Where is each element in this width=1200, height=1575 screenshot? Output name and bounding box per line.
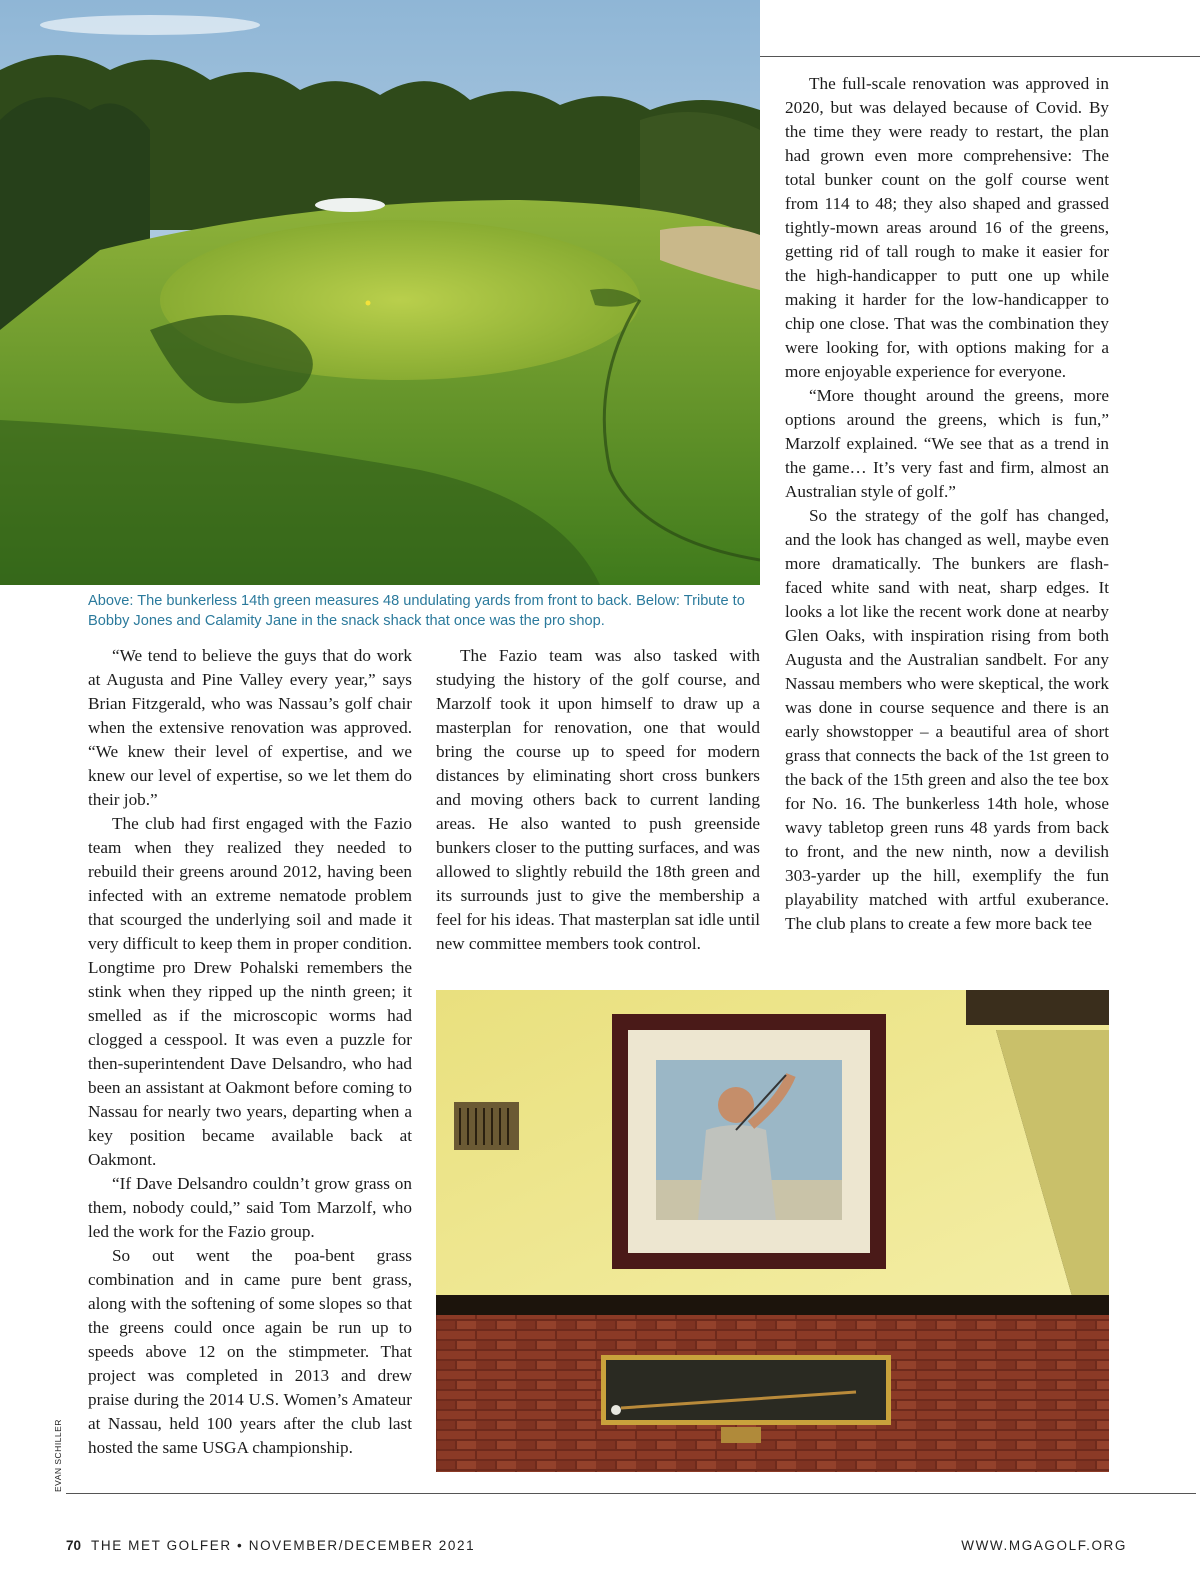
golf-green-photo	[0, 0, 760, 585]
page-number: 70	[66, 1538, 82, 1553]
paragraph: The full-scale renovation was approved in 2020, but was delayed because of Covid. By the time they were ready to restart, the plan had grown even more comprehensive: The total bunker count on the golf course went from 114 to 48; they also shaped and grassed tightly-mown areas around 16 of the greens, getting rid of tall rough to make it easier for the high-handicapper to putt one up while making it harder for the low-handicapper to chip one close. That was the combination they were looking for, with options making for a more enjoyable experience for everyone.	[785, 74, 1109, 381]
footer-rule	[66, 1493, 1196, 1494]
top-rule	[760, 56, 1200, 57]
paragraph: The club had first engaged with the Fazio team when they realized they needed to rebuild their greens around 2012, having been infected with an extreme nematode problem that scourged the underlying soil and made it very difficult to keep them in proper condition. Longtime pro Drew Pohalski remembers the stink when they ripped up the ninth green; it smelled as if the microscopic worms had clogged a cesspool. It was even a puzzle for then-superintendent Dave Delsandro, who had been an assistant at Oakmont before coming to Nassau for nearly two years, departing when a key position became available back at Oakmont.	[88, 814, 412, 1169]
paragraph: “If Dave Delsandro couldn’t grow grass on them, nobody could,” said Tom Marzolf, who led the work for the Fazio group.	[88, 1174, 412, 1241]
paragraph: “More thought around the greens, more options around the greens, which is fun,” Marzolf explained. “We see that as a trend in the game… It’s very fast and firm, almost an Australian style of golf.”	[785, 386, 1109, 501]
bobby-jones-tribute-photo	[436, 990, 1109, 1472]
paragraph: “We tend to believe the guys that do work at Augusta and Pine Valley every year,” says Brian Fitzgerald, who was Nassau’s golf chair when the extensive renovation was approved. “We knew their level of expertise, and we knew our level of expertise, so we let them do their job.”	[88, 646, 412, 809]
footer-left	[66, 1538, 475, 1553]
paragraph: So out went the poa-bent grass combination and in came pure bent grass, along with the softening of some slopes so that the greens could once again be run up to speeds above 12 on the stimpmeter. That project was completed in 2013 and drew praise during the 2014 U.S. Women’s Amateur at Nassau, held 100 years after the club last hosted the same USGA championship.	[88, 1246, 412, 1457]
text-column-3	[785, 72, 1109, 936]
paragraph: The Fazio team was also tasked with studying the history of the golf course, and Marzolf took it upon himself to draw up a masterplan for renovation, one that would bring the course up to speed for modern distances by eliminating short cross bunkers and moving others back to current landing areas. He also wanted to push greenside bunkers closer to the putting surfaces, and was allowed to slightly rebuild the 18th green and its surrounds just to give the membership a feel for his ideas. That masterplan sat idle until new committee members took control.	[436, 646, 760, 953]
photo-caption: Above: The bunkerless 14th green measures 48 undulating yards from front to back. Below: Tribute to Bobby Jones and Calamity Jane in the snack shack that once was the pro shop.	[88, 593, 745, 629]
text-column-2	[436, 644, 760, 956]
website-url: WWW.MGAGOLF.ORG	[961, 1538, 1127, 1553]
photo-credit: EVAN SCHILLER	[53, 1419, 63, 1492]
paragraph: So the strategy of the golf has changed, and the look has changed as well, maybe even more dramatically. The bunkers are flash-faced white sand with neat, sharp edges. It looks a lot like the recent work done at nearby Glen Oaks, with inspiration rising from both Augusta and the Australian sandbelt. For any Nassau members who were skeptical, the work was done in course sequence and there is an early showstopper – a beautiful area of short grass that connects the back of the 1st green to the back of the 15th green and also the tee box for No. 16. The bunkerless 14th hole, whose wavy tabletop green runs 48 yards from back to front, and the new ninth, now a devilish 303-yarder up the hill, exemplify the fun playability matched with artful exuberance. The club plans to create a few more back tee	[785, 506, 1109, 933]
text-column-1	[88, 644, 412, 1460]
publication-line: THE MET GOLFER • NOVEMBER/DECEMBER 2021	[91, 1538, 476, 1553]
